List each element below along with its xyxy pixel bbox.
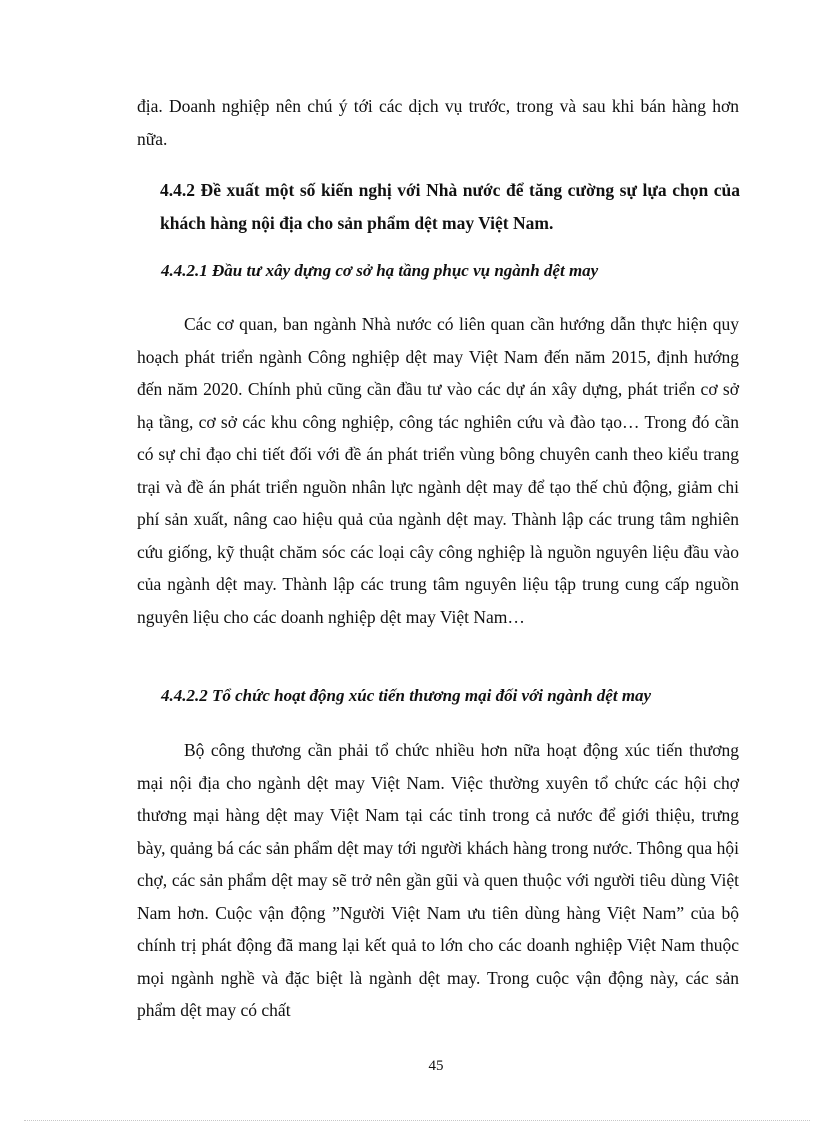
subsection-1-heading: 4.4.2.1 Đầu tư xây dựng cơ sở hạ tầng phục vụ ngành dệt may	[161, 261, 599, 280]
subsection-2-paragraph: Bộ công thương cần phải tổ chức nhiều hơn nữa hoạt động xúc tiến thương mại nội địa cho ngành dệt may Việt Nam. Việc thường xuyên tổ chức các hội chợ thương mại hàng dệt may Việt Nam tại các tỉnh trong cả nước để giới thiệu, trưng bày, quảng bá các sản phẩm dệt may tới người khách hàng trong nước. Thông qua hội chợ, các sản phẩm dệt may sẽ trở nên gần gũi và quen thuộc với người tiêu dùng Việt Nam hơn. Cuộc vận động ”Người Việt Nam ưu tiên dùng hàng Việt Nam” của bộ chính trị phát động đã mang lại kết quả to lớn cho các doanh nghiệp Việt Nam thuộc mọi ngành nghề và đặc biệt là ngành dệt may. Trong cuộc vận động này, các sản phẩm dệt may có chất	[137, 740, 739, 1020]
subsection-1-paragraph: Các cơ quan, ban ngành Nhà nước có liên quan cần hướng dẫn thực hiện quy hoạch phát triển ngành Công nghiệp dệt may Việt Nam đến năm 2015, định hướng đến năm 2020. Chính phủ cũng cần đầu tư vào các dự án xây dựng, phát triển cơ sở hạ tầng, cơ sở các khu công nghiệp, công tác nghiên cứu và đào tạo… Trong đó cần có sự chỉ đạo chi tiết đối với đề án phát triển vùng bông chuyên canh theo kiểu trang trại và đề án phát triển nguồn nhân lực ngành dệt may để tạo thế chủ động, giảm chi phí sản xuất, nâng cao hiệu quả của ngành dệt may. Thành lập các trung tâm nghiên cứu giống, kỹ thuật chăm sóc các loại cây công nghiệp là nguồn nguyên liệu đầu vào của ngành dệt may. Thành lập các trung tâm nguyên liệu tập trung cung cấp nguồn nguyên liệu cho các doanh nghiệp dệt may Việt Nam…	[137, 314, 739, 627]
intro-paragraph: địa. Doanh nghiệp nên chú ý tới các dịch vụ trước, trong và sau khi bán hàng hơn nữa.	[137, 96, 739, 149]
subsection-2-heading: 4.4.2.2 Tổ chức hoạt động xúc tiến thương mại đối với ngành dệt may	[161, 686, 652, 705]
section-heading: 4.4.2 Đề xuất một số kiến nghị với Nhà nước để tăng cường sự lựa chọn của khách hàng nội địa cho sản phẩm dệt may Việt Nam.	[160, 180, 740, 233]
page-bottom-edge	[24, 1120, 810, 1121]
page-number: 45	[428, 1058, 444, 1074]
